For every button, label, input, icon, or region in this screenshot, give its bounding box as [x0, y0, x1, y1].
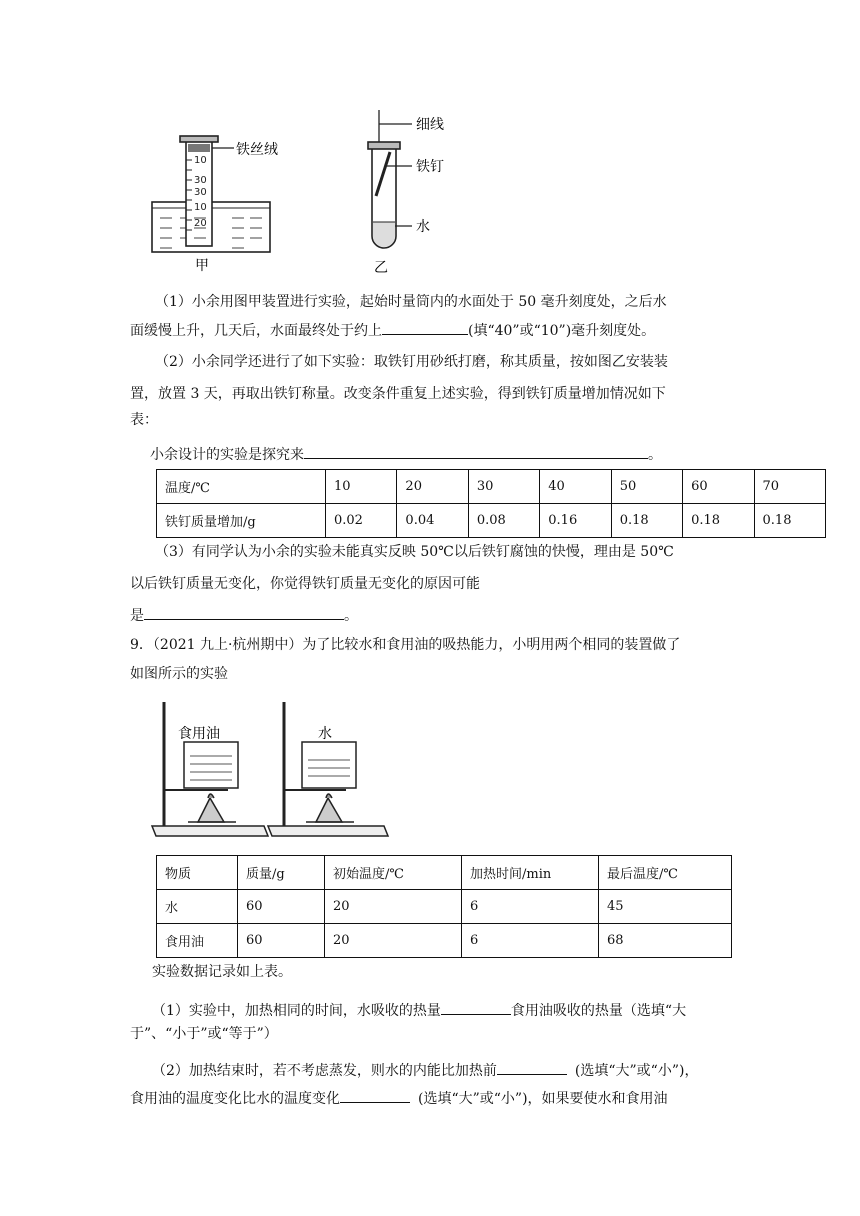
table-cell: 20	[325, 924, 462, 958]
q9-part1-line2: 于”、“小于”或“等于”）	[130, 1026, 278, 1042]
q9-data-table	[156, 855, 732, 958]
table-row	[157, 504, 826, 538]
q8-part2-text-a: 小余设计的实验是探究来	[150, 447, 304, 463]
q9-part1-answer-blank[interactable]	[441, 998, 511, 1015]
label-thread: 细线	[416, 117, 444, 133]
table-cell: 水	[157, 890, 238, 924]
table-cell: 10	[326, 470, 397, 504]
q8-part2-text-b: 。	[648, 447, 662, 463]
table-cell: 40	[540, 470, 611, 504]
table-cell: 0.18	[683, 504, 754, 538]
figure-iron-rusting-apparatus	[150, 104, 460, 276]
q9-part2-text-a: （2）加热结束时，若不考虑蒸发，则水的内能比加热前	[152, 1063, 497, 1079]
q9-part2-text-c: 食用油的温度变化比水的温度变化	[130, 1091, 340, 1107]
q8-part2-line4	[150, 442, 662, 465]
table-cell: 初始温度/℃	[325, 856, 462, 890]
scale-mark: 10	[194, 202, 207, 213]
table-cell: 60	[683, 470, 754, 504]
q8-part3-line1: （3）有同学认为小余的实验未能真实反映 50℃以后铁钉腐蚀的快慢，理由是 50℃	[155, 544, 674, 560]
q8-part3-line2: 以后铁钉质量无变化，你觉得铁钉质量无变化的原因可能	[130, 576, 480, 592]
q8-part2-line3: 表：	[130, 412, 158, 428]
q8-part1-text-b: (填“40”或“10”)毫升刻度处。	[468, 323, 656, 339]
table-cell: 60	[238, 890, 325, 924]
table-row	[157, 856, 732, 890]
q9-stem-line2: 如图所示的实验	[130, 666, 228, 682]
q9-part1-line1	[152, 998, 686, 1021]
table-cell: 最后温度/℃	[599, 856, 732, 890]
scale-mark: 20	[194, 218, 207, 229]
q9-part2-line1	[152, 1058, 698, 1081]
table-row	[157, 890, 732, 924]
q9-stem-line1: 9．（2021 九上·杭州期中）为了比较水和食用油的吸热能力，小明用两个相同的装置做了	[130, 637, 681, 653]
scale-mark: 30	[194, 175, 207, 186]
label-yi: 乙	[374, 260, 388, 276]
table-cell: 0.18	[754, 504, 825, 538]
table-cell: 铁钉质量增加/g	[157, 504, 326, 538]
q8-part1-text-a: 面缓慢上升，几天后，水面最终处于约上	[130, 323, 382, 339]
table-cell: 45	[599, 890, 732, 924]
scale-mark: 10	[194, 155, 207, 166]
q9-part2-answer-blank-2[interactable]	[340, 1086, 410, 1103]
q9-part1-text-b: 食用油吸收的热量（选填“大	[510, 1003, 687, 1019]
q8-data-table	[156, 469, 826, 538]
scale-mark: 30	[194, 187, 207, 198]
figure-heating-apparatus	[148, 698, 394, 844]
q8-part3-text-a: 是	[130, 608, 144, 624]
q8-part3-answer-blank[interactable]	[144, 603, 344, 620]
table-cell: 物质	[157, 856, 238, 890]
q9-part1-text-a: （1）实验中，加热相同的时间，水吸收的热量	[152, 1003, 441, 1019]
q8-part1-line2	[130, 318, 655, 341]
label-jia: 甲	[195, 258, 209, 274]
table-cell: 0.04	[397, 504, 468, 538]
table-row	[157, 924, 732, 958]
q8-part2-line1: （2）小余同学还进行了如下实验：取铁钉用砂纸打磨，称其质量，按如图乙安装装	[155, 354, 668, 370]
q9-table-caption: 实验数据记录如上表。	[152, 964, 292, 980]
table-cell: 60	[238, 924, 325, 958]
q9-part2-answer-blank-1[interactable]	[497, 1058, 567, 1075]
q8-part3-text-b: 。	[344, 608, 358, 624]
table-cell: 20	[325, 890, 462, 924]
q8-part1-answer-blank[interactable]	[382, 318, 468, 335]
table-cell: 30	[468, 470, 539, 504]
table-cell: 质量/g	[238, 856, 325, 890]
table-cell: 50	[611, 470, 682, 504]
table-cell: 0.02	[326, 504, 397, 538]
q9-part2-text-d: (选填“大”或“小”)，如果要使水和食用油	[418, 1091, 668, 1107]
label-iron-wool: 铁丝绒	[236, 142, 278, 158]
q9-part2-text-b: (选填“大”或“小”)，	[574, 1063, 699, 1079]
q9-part2-line2	[130, 1086, 668, 1109]
label-nail: 铁钉	[416, 159, 444, 175]
table-cell: 温度/℃	[157, 470, 326, 504]
table-cell: 6	[462, 890, 599, 924]
table-cell: 20	[397, 470, 468, 504]
table-cell: 食用油	[157, 924, 238, 958]
q8-part1-line1: （1）小余用图甲装置进行实验，起始时量筒内的水面处于 50 毫升刻度处，之后水	[155, 294, 667, 310]
table-cell: 6	[462, 924, 599, 958]
table-cell: 68	[599, 924, 732, 958]
label-water: 水	[416, 219, 430, 235]
table-row	[157, 470, 826, 504]
q8-part3-line3	[130, 603, 358, 626]
table-cell: 0.08	[468, 504, 539, 538]
label-water: 水	[318, 726, 332, 742]
label-cooking-oil: 食用油	[178, 726, 220, 742]
q8-part2-line2: 置，放置 3 天，再取出铁钉称量。改变条件重复上述实验，得到铁钉质量增加情况如下	[130, 386, 666, 402]
table-cell: 0.16	[540, 504, 611, 538]
apparatus-yi	[368, 110, 412, 248]
table-cell: 加热时间/min	[462, 856, 599, 890]
table-cell: 70	[754, 470, 825, 504]
table-cell: 0.18	[611, 504, 682, 538]
q8-part2-answer-blank[interactable]	[304, 442, 648, 459]
